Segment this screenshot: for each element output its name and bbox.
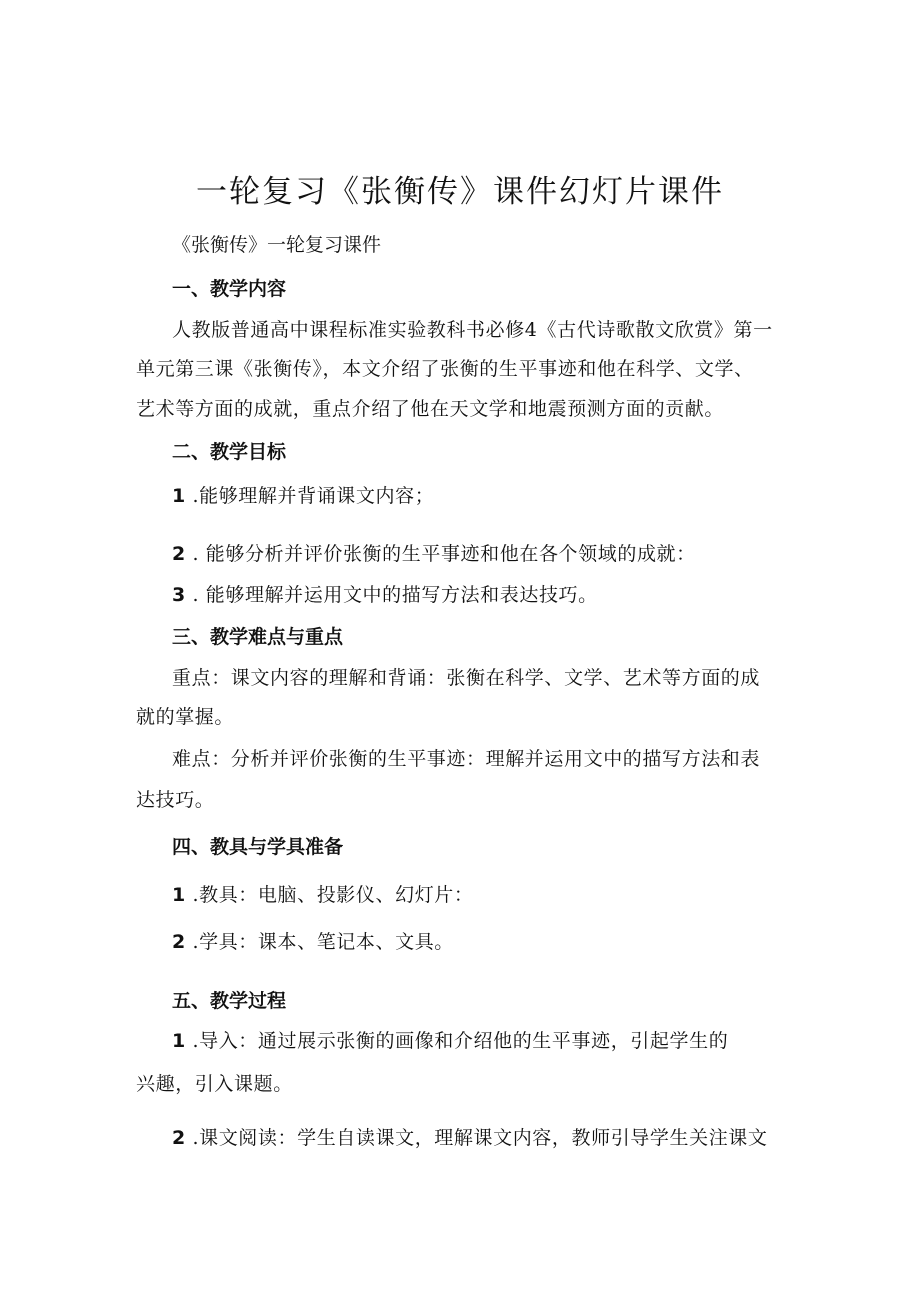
paragraph-line: 单元第三课《张衡传》，本文介绍了张衡的生平事迹和他在科学、文学、 xyxy=(136,358,754,380)
list-text: .教具：电脑、投影仪、幻灯片： xyxy=(192,884,474,906)
list-item xyxy=(172,580,598,607)
paragraph-line: 人教版普通高中课程标准实验教科书必修4《古代诗歌散文欣赏》第一 xyxy=(172,319,773,341)
list-text: .能够理解并背诵课文内容； xyxy=(192,485,435,507)
paragraph-line: 达技巧。 xyxy=(136,789,215,811)
list-number: 2 xyxy=(172,1127,186,1149)
paragraph-line: 就的掌握。 xyxy=(136,706,235,728)
list-item xyxy=(172,1026,728,1053)
subtitle: 《张衡传》一轮复习课件 xyxy=(172,234,382,256)
list-number: 2 xyxy=(172,543,186,565)
paragraph-line: 艺术等方面的成就，重点介绍了他在天文学和地震预测方面的贡献。 xyxy=(136,398,725,420)
section-heading-2: 二、教学目标 xyxy=(172,441,287,463)
list-number: 1 xyxy=(172,1030,186,1052)
list-item xyxy=(172,481,434,508)
list-text: .课文阅读：学生自读课文，理解课文内容，教师引导学生关注课文 xyxy=(192,1127,768,1149)
section-heading-5: 五、教学过程 xyxy=(172,990,287,1012)
list-number: 1 xyxy=(172,884,186,906)
list-number: 2 xyxy=(172,931,186,953)
paragraph-line: 重点：课文内容的理解和背诵：张衡在科学、文学、艺术等方面的成 xyxy=(172,667,761,689)
list-text: . 能够分析并评价张衡的生平事迹和他在各个领域的成就： xyxy=(192,543,696,565)
list-item xyxy=(172,539,696,566)
section-heading-3: 三、教学难点与重点 xyxy=(172,626,344,648)
paragraph-line: 难点：分析并评价张衡的生平事迹：理解并运用文中的描写方法和表 xyxy=(172,748,761,770)
list-item xyxy=(172,927,454,954)
list-text: . 能够理解并运用文中的描写方法和表达技巧。 xyxy=(192,584,598,606)
list-item xyxy=(172,880,474,907)
section-heading-4: 四、教具与学具准备 xyxy=(172,836,344,858)
list-text: .导入：通过展示张衡的画像和介绍他的生平事迹，引起学生的 xyxy=(192,1030,729,1052)
page-title: 一轮复习《张衡传》课件幻灯片课件 xyxy=(196,174,724,210)
list-item xyxy=(172,1123,768,1150)
list-number: 3 xyxy=(172,584,186,606)
paragraph-line: 兴趣，引入课题。 xyxy=(136,1073,293,1095)
list-number: 1 xyxy=(172,485,186,507)
section-heading-1: 一、教学内容 xyxy=(172,278,287,300)
list-text: .学具：课本、笔记本、文具。 xyxy=(192,931,454,953)
